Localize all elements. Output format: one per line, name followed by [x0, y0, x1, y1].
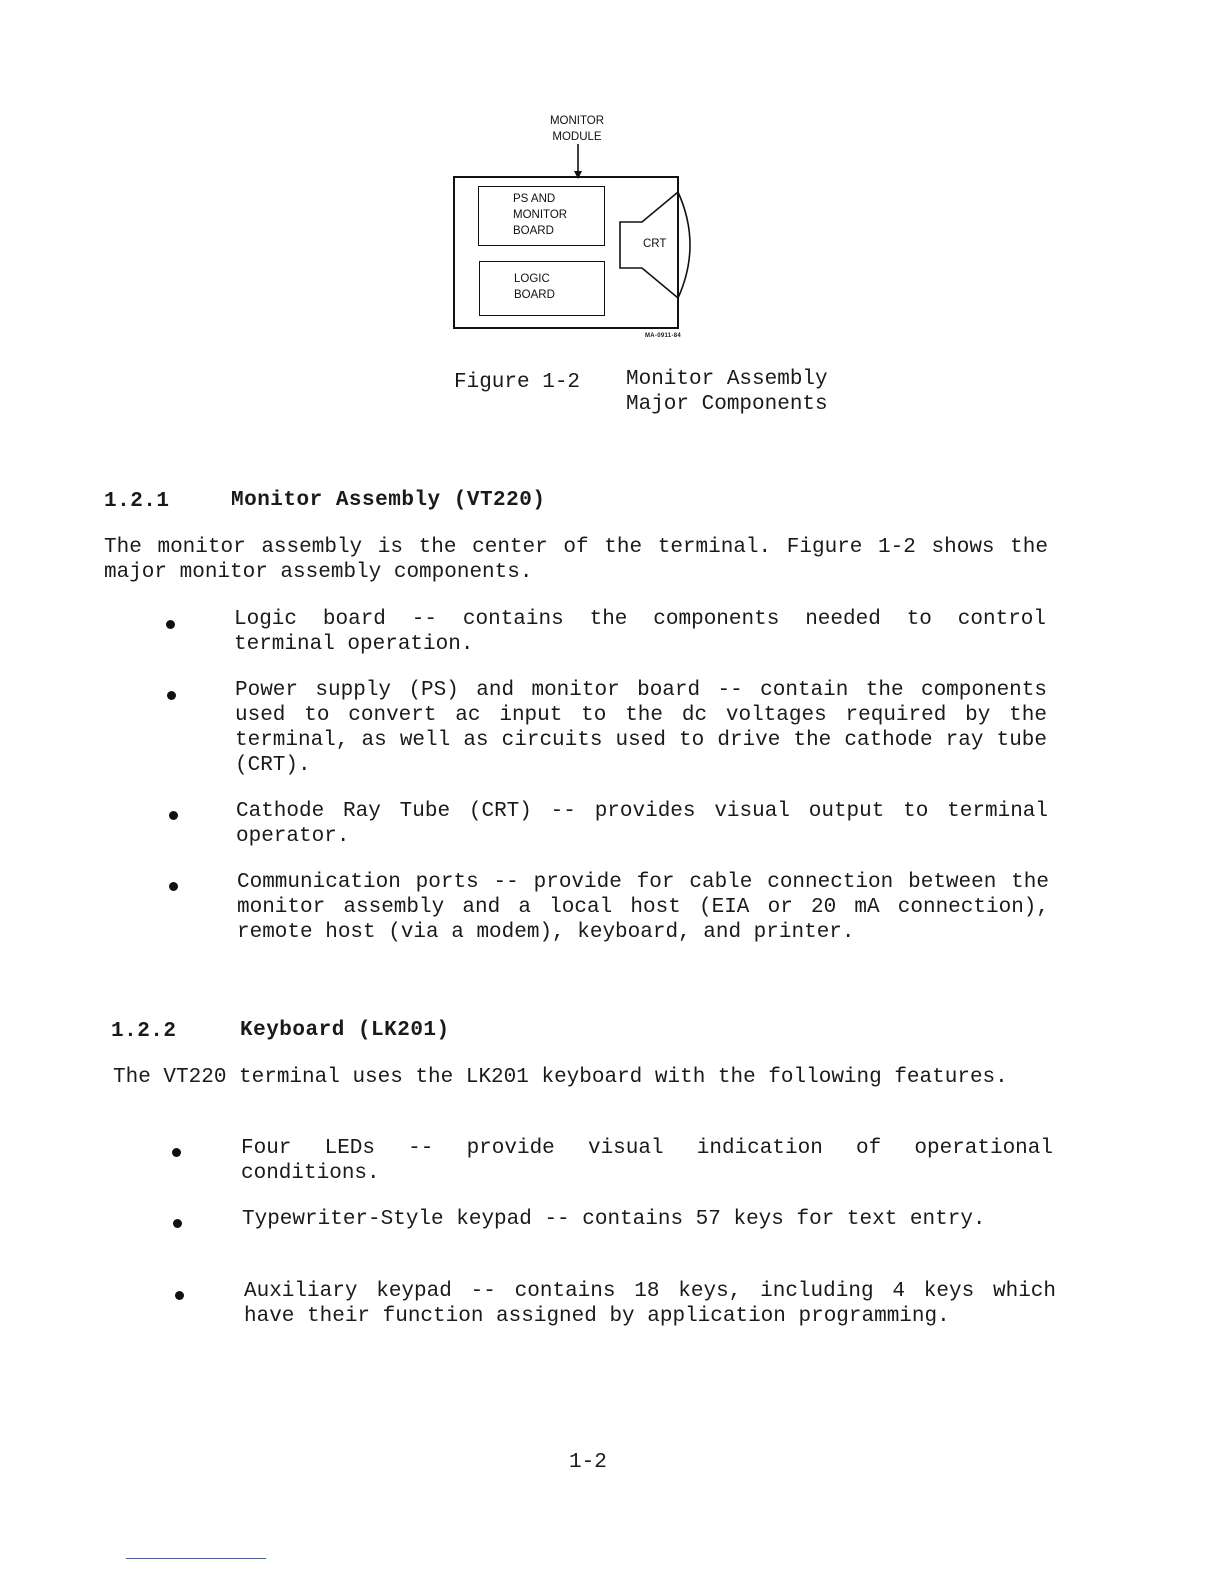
ps-board-label-line: BOARD [513, 225, 554, 237]
list-item: Auxiliary keypad -- contains 18 keys, including 4 keys which have their function assigned by application programming. [244, 1280, 1056, 1328]
pointer-label-line: MODULE [552, 131, 602, 143]
bullet-icon [173, 1219, 182, 1228]
pointer-arrow-icon [570, 144, 586, 180]
pointer-label [546, 113, 608, 145]
bullet-icon [167, 691, 176, 700]
bullet-icon [172, 1148, 181, 1157]
figure-caption-title [626, 367, 828, 417]
list-item: Four LEDs -- provide visual indication of operational conditions. [241, 1137, 1053, 1185]
list-item: Typewriter-Style keypad -- contains 57 keys for text entry. [242, 1208, 986, 1231]
logic-board-label-line: LOGIC [514, 273, 550, 285]
ps-board-label-line: MONITOR [513, 209, 568, 221]
section-intro: The monitor assembly is the center of the terminal. Figure 1-2 shows the major monitor assembly components. [104, 536, 1048, 584]
logic-board-label-line: BOARD [514, 289, 555, 301]
section-title: Monitor Assembly (VT220) [231, 489, 546, 512]
figure-caption-number: Figure 1-2 [454, 371, 581, 394]
bullet-icon [175, 1291, 184, 1300]
crt-label: CRT [643, 238, 667, 250]
figure-caption-line: Major Components [626, 393, 828, 416]
list-item: Power supply (PS) and monitor board -- contain the components used to convert ac input to the dc voltages required by the terminal, as well as circuits used to drive the cathode ray tube (CRT). [235, 679, 1047, 777]
logic-board-box [479, 261, 605, 316]
section-number: 1.2.2 [111, 1020, 177, 1043]
bullet-icon [169, 811, 178, 820]
logic-board-label [514, 271, 555, 303]
bullet-icon [169, 882, 178, 891]
bullet-icon [166, 620, 175, 629]
section-number: 1.2.1 [104, 490, 170, 513]
section-intro: The VT220 terminal uses the LK201 keyboard with the following features. [113, 1066, 1008, 1089]
ps-board-label-line: PS AND [513, 193, 556, 205]
page-number: 1-2 [569, 1451, 607, 1474]
ps-board-label [513, 191, 567, 239]
figure-caption-line: Monitor Assembly [626, 368, 828, 391]
footer-rule [126, 1558, 266, 1559]
ps-monitor-board-box [478, 186, 605, 246]
list-item: Communication ports -- provide for cable connection between the monitor assembly and a local host (EIA or 20 mA connection), remote host (via a modem), keyboard, and printer. [237, 871, 1049, 944]
list-item: Cathode Ray Tube (CRT) -- provides visual output to terminal operator. [236, 800, 1048, 848]
list-item: Logic board -- contains the components needed to control terminal operation. [234, 608, 1046, 656]
section-title: Keyboard (LK201) [240, 1019, 450, 1042]
drawing-number: MA-0911-84 [645, 333, 682, 339]
pointer-label-line: MONITOR [549, 115, 605, 127]
